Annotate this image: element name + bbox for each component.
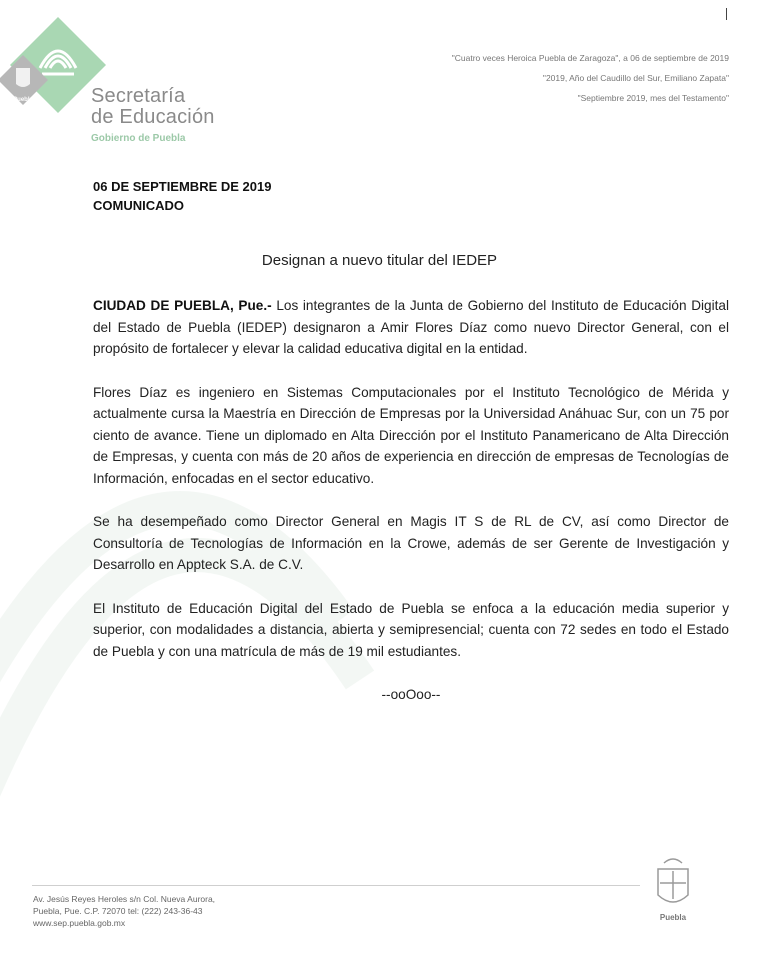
logo-seal-icon	[16, 68, 30, 87]
address-line-2: Puebla, Pue. C.P. 72070 tel: (222) 243-36-43	[33, 906, 203, 916]
logo-seal-label: Puebla	[13, 97, 33, 103]
brand-line-1: Secretaría	[91, 85, 186, 107]
document-body	[93, 295, 729, 706]
paragraph-1-text: Los integrantes de la Junta de Gobierno del Instituto de Educación Digital del Estado de Puebla (IEDEP) designaron a Amir Flores Díaz como nuevo Director General, con el propósito de fortalecer y elevar la calidad educativa digital en la entidad.	[93, 298, 729, 356]
paragraph-4: El Instituto de Educación Digital del Estado de Puebla se enfoca a la educación media superior y superior, con modalidades a distancia, abierta y semipresencial; cuenta con 72 sedes en todo el Estado de Puebla y con una matrícula de más de 19 mil estudiantes.	[93, 600, 729, 659]
document-title: Designan a nuevo titular del IEDEP	[261, 252, 498, 269]
document-type: COMUNICADO	[93, 198, 184, 213]
document-heading	[93, 177, 271, 215]
dateline: CIUDAD DE PUEBLA, Pue.-	[93, 298, 272, 313]
brand-line-2: de Educación	[91, 106, 215, 128]
header-mottos	[452, 53, 729, 113]
paragraph-3: Se ha desempeñado como Director General en Magis IT S de RL de CV, así como Director de Consultoría de Tecnologías de Información en la Crowe, además de ser Gerente de Investigación y Desarrollo en Appteck S.A. de C.V.	[93, 514, 729, 572]
closing-mark: --ooOoo--	[381, 687, 441, 702]
footer-seal	[650, 855, 696, 927]
top-edge-mark	[726, 8, 727, 20]
seal-label: Puebla	[659, 913, 687, 922]
puebla-seal-icon	[650, 855, 696, 913]
paragraph-2: Flores Díaz es ingeniero en Sistemas Computacionales por el Instituto Tecnológico de Mérida y actualmente cursa la Maestría en Dirección de Empresas por la Universidad Anáhuac Sur, con un 75 por ciento de avance. Tiene un diplomado en Alta Dirección por el Instituto Panamericano de Alta Dirección de Empresas, y cuenta con más de 20 años de experiencia en dirección de empresas de Tecnologías de Información, enfocadas en el sector educativo.	[93, 384, 729, 486]
paragraph-1	[93, 295, 729, 360]
brand-block	[91, 86, 215, 144]
motto-line: "Septiembre 2019, mes del Testamento"	[577, 93, 729, 103]
brand-subtitle: Gobierno de Puebla	[91, 133, 186, 144]
motto-line: "2019, Año del Caudillo del Sur, Emiliano Zapata"	[542, 73, 729, 83]
document-date: 06 DE SEPTIEMBRE DE 2019	[93, 179, 272, 194]
footer-address	[33, 893, 215, 929]
website: www.sep.puebla.gob.mx	[33, 918, 126, 928]
address-line-1: Av. Jesús Reyes Heroles s/n Col. Nueva Aurora,	[33, 894, 216, 904]
footer-divider	[32, 885, 640, 886]
motto-line: "Cuatro veces Heroica Puebla de Zaragoza", a 06 de septiembre de 2019	[451, 53, 729, 63]
